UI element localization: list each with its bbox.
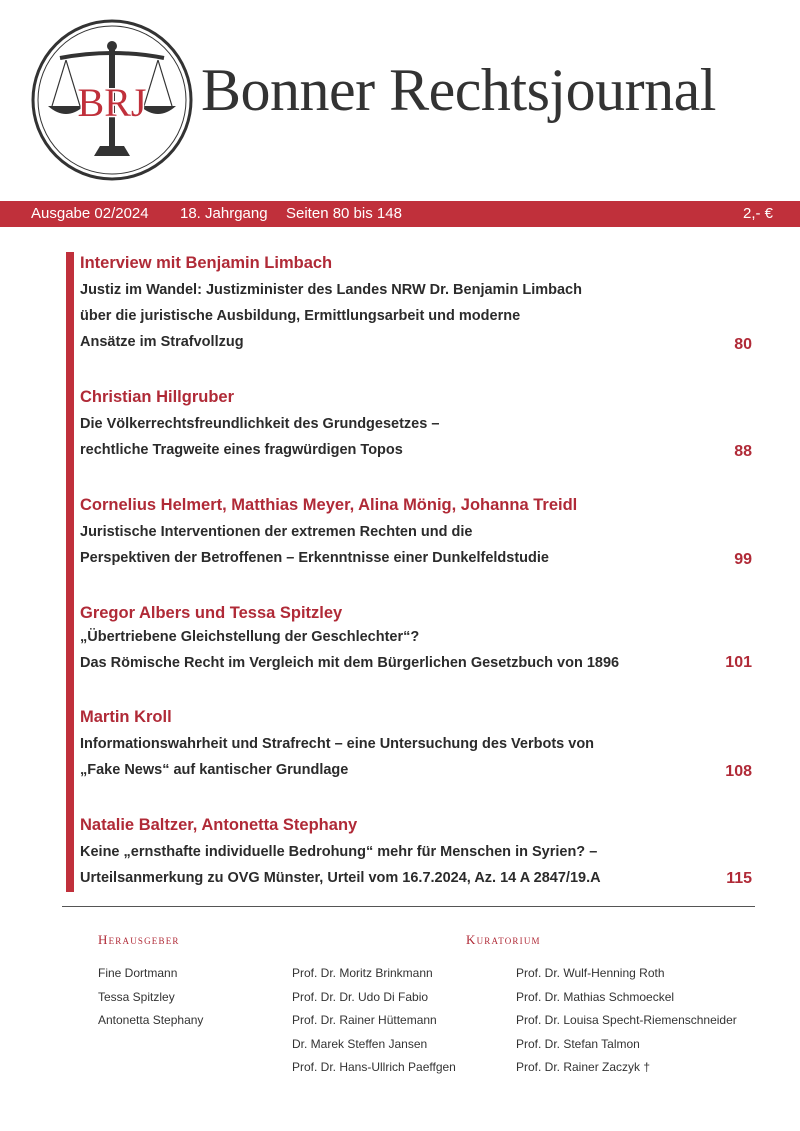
price: 2,- € [742,205,773,222]
kuratorium-heading: Kuratorium [466,932,541,947]
toc-entry[interactable] [80,492,752,600]
toc-title-line: Informationswahrheit und Strafrecht – eine Untersuchung des Verbots von [80,736,595,752]
board-member-name: Prof. Dr. Wulf-Henning Roth [516,966,665,980]
toc-title-line: Justiz im Wandel: Justizminister des Landes NRW Dr. Benjamin Limbach [80,282,582,298]
toc-page-number: 108 [725,763,752,780]
board-member-name: Prof. Dr. Stefan Talmon [516,1036,640,1051]
journal-title: Bonner Rechtsjournal [201,57,716,123]
board-member-name: Prof. Dr. Moritz Brinkmann [292,966,433,980]
herausgeber-heading: Herausgeber [98,932,180,947]
toc-page-number: 88 [734,443,752,460]
toc-entry[interactable] [80,250,752,384]
board-member-name: Prof. Dr. Rainer Hüttemann [292,1013,437,1027]
page-range: Seiten 80 bis 148 [286,205,402,222]
toc-title-line: Ansätze im Strafvollzug [80,334,244,350]
herausgeber-list [98,962,203,1033]
toc-author: Martin Kroll [80,708,172,726]
toc-entry[interactable] [80,384,752,492]
issue-info-band [0,201,800,227]
board-member-name: Dr. Marek Steffen Jansen [292,1036,428,1051]
board-member-name: Prof. Dr. Rainer Zaczyk † [516,1060,651,1074]
toc-entry[interactable] [80,600,752,704]
toc-author: Natalie Baltzer, Antonetta Stephany [80,816,358,834]
volume-year: 18. Jahrgang [180,205,268,222]
issue-number: Ausgabe 02/2024 [31,205,149,222]
journal-logo [30,18,194,182]
toc-title-line: „Fake News“ auf kantischer Grundlage [80,762,349,778]
toc-title-line: Die Völkerrechtsfreundlichkeit des Grundgesetzes – [80,416,440,432]
toc-title-line: Juristische Interventionen der extremen Rechten und die [80,524,473,540]
logo-letters: BRJ [77,80,147,125]
toc-page-number: 115 [726,870,752,887]
toc-page-number: 99 [734,551,752,568]
toc-author: Interview mit Benjamin Limbach [80,254,333,272]
toc-title-line: Perspektiven der Betroffenen – Erkenntnisse einer Dunkelfeldstudie [80,550,549,566]
toc-page-number: 80 [734,336,752,353]
toc-title-line: Keine „ernsthafte individuelle Bedrohung“ mehr für Menschen in Syrien? – [80,844,598,860]
toc-title-line: über die juristische Ausbildung, Ermittlungsarbeit und moderne [80,308,521,324]
footer-divider [62,906,755,907]
editor-name: Fine Dortmann [98,966,178,980]
editor-name: Tessa Spitzley [98,989,175,1004]
board-member-name: Prof. Dr. Mathias Schmoeckel [516,989,675,1004]
board-member-name: Prof. Dr. Hans-Ullrich Paeffgen [292,1060,456,1074]
toc-entry[interactable] [80,704,752,812]
toc-author: Christian Hillgruber [80,388,235,406]
toc-title-line: rechtliche Tragweite eines fragwürdigen Topos [80,442,403,458]
editor-name: Antonetta Stephany [98,1013,204,1027]
toc-accent-bar [66,252,74,892]
board-member-name: Prof. Dr. Louisa Specht-Riemenschneider [516,1013,737,1027]
kuratorium-list-right [516,962,737,1080]
toc-entry[interactable] [80,812,752,896]
scales-of-justice-icon [30,18,194,182]
board-member-name: Prof. Dr. Dr. Udo Di Fabio [292,989,429,1004]
toc-title-line: Urteilsanmerkung zu OVG Münster, Urteil vom 16.7.2024, Az. 14 A 2847/19.A [80,870,601,886]
toc-title-line: Das Römische Recht im Vergleich mit dem Bürgerlichen Gesetzbuch von 1896 [80,655,620,671]
kuratorium-list-left [292,962,456,1080]
toc-title-line: „Übertriebene Gleichstellung der Geschlechter“? [80,629,420,645]
toc-author: Gregor Albers und Tessa Spitzley [80,604,343,622]
toc-author: Cornelius Helmert, Matthias Meyer, Alina Mönig, Johanna Treidl [80,496,578,514]
table-of-contents [80,250,752,896]
toc-page-number: 101 [725,654,752,671]
